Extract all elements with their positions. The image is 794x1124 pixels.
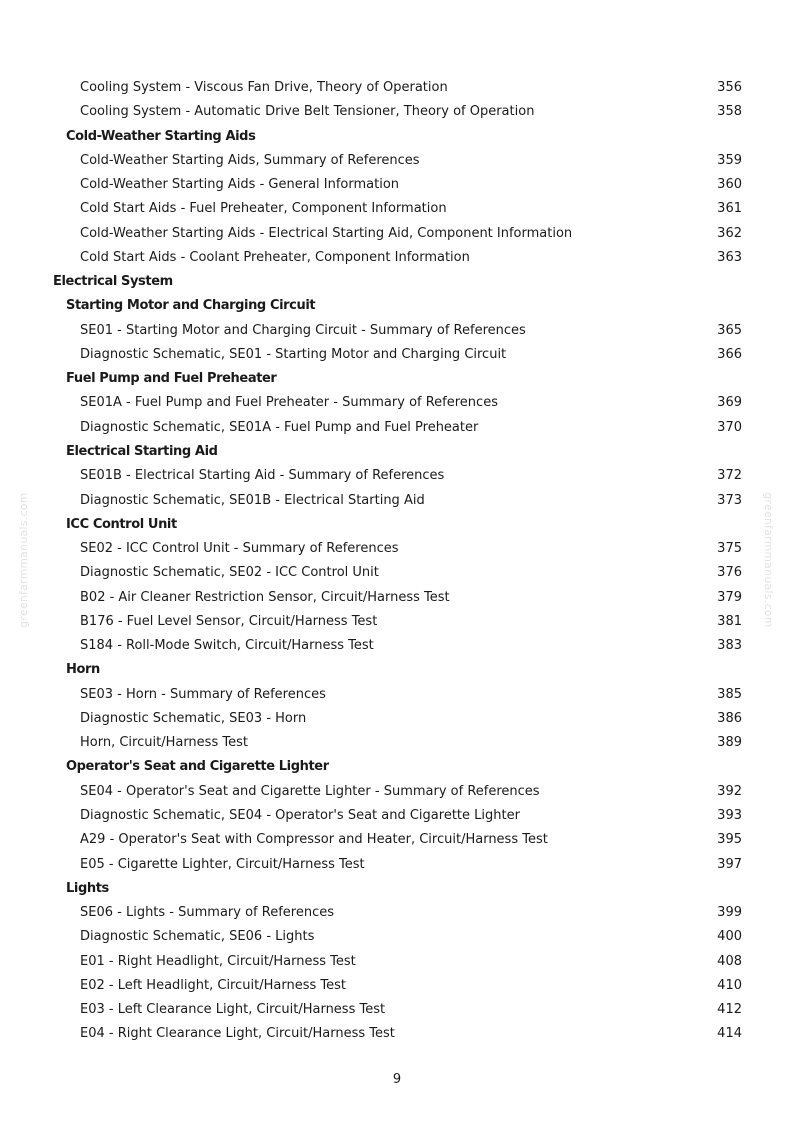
- toc-entry-title: S184 - Roll-Mode Switch, Circuit/Harness Test: [80, 638, 374, 654]
- toc-entry[interactable]: [0, 391, 794, 415]
- toc-entry-title: B02 - Air Cleaner Restriction Sensor, Circuit/Harness Test: [80, 589, 450, 605]
- toc-entry-title: Cooling System - Automatic Drive Belt Tensioner, Theory of Operation: [80, 104, 535, 120]
- toc-entry[interactable]: [0, 828, 794, 852]
- toc-entry-page-number: 392: [717, 783, 742, 799]
- toc-entry-title: SE01 - Starting Motor and Charging Circuit - Summary of References: [80, 322, 526, 338]
- toc-entry-page-number: 393: [717, 807, 742, 823]
- toc-entry-page-number: 356: [717, 80, 742, 95]
- toc-entry-title: Cold-Weather Starting Aids - Electrical Starting Aid, Component Information: [80, 225, 573, 241]
- toc-entry-title: Electrical Starting Aid: [66, 443, 218, 459]
- toc-entry-page-number: 373: [717, 492, 742, 508]
- toc-entry[interactable]: [0, 901, 794, 925]
- toc-entry[interactable]: [0, 780, 794, 804]
- toc-entry[interactable]: [0, 731, 794, 755]
- toc-entry[interactable]: [0, 489, 794, 513]
- toc-entry-title: Diagnostic Schematic, SE03 - Horn: [80, 710, 307, 726]
- toc-entry-title: SE02 - ICC Control Unit - Summary of References: [80, 541, 399, 557]
- toc-entry-title: SE04 - Operator's Seat and Cigarette Lighter - Summary of References: [80, 783, 540, 799]
- toc-entry-title: E04 - Right Clearance Light, Circuit/Harness Test: [80, 1026, 395, 1042]
- toc-entry[interactable]: [0, 804, 794, 828]
- toc-entry-title: Cold Start Aids - Fuel Preheater, Component Information: [80, 201, 447, 217]
- toc-entry-page-number: 375: [717, 541, 742, 557]
- toc-entry-page-number: 379: [717, 589, 742, 605]
- toc-entry[interactable]: [0, 416, 794, 440]
- toc-entry-page-number: 376: [717, 565, 742, 581]
- toc-entry-title: Cold-Weather Starting Aids: [66, 128, 256, 144]
- toc-entry-page-number: 365: [717, 322, 742, 338]
- toc-entry-title: Cold Start Aids - Coolant Preheater, Component Information: [80, 249, 470, 265]
- toc-entry[interactable]: [0, 974, 794, 998]
- toc-entry-title: Diagnostic Schematic, SE02 - ICC Control Unit: [80, 565, 379, 581]
- toc-entry-title: Diagnostic Schematic, SE04 - Operator's Seat and Cigarette Lighter: [80, 807, 520, 823]
- toc-subsection-heading: [0, 877, 794, 901]
- toc-entry-title: E05 - Cigarette Lighter, Circuit/Harness Test: [80, 856, 365, 872]
- toc-entry[interactable]: [0, 683, 794, 707]
- toc-entry-title: Cold-Weather Starting Aids - General Information: [80, 177, 400, 193]
- toc-entry-title: SE06 - Lights - Summary of References: [80, 905, 334, 921]
- toc-entry-page-number: 408: [717, 953, 742, 969]
- toc-entry-page-number: 412: [717, 1002, 742, 1018]
- toc-entry-page-number: 400: [717, 929, 742, 945]
- toc-entry-page-number: 383: [717, 638, 742, 654]
- toc-entry-title: Cold-Weather Starting Aids, Summary of References: [80, 152, 420, 168]
- toc-entry-title: Fuel Pump and Fuel Preheater: [66, 371, 277, 387]
- toc-entry-title: Diagnostic Schematic, SE01B - Electrical Starting Aid: [80, 492, 425, 508]
- table-of-contents: [0, 76, 794, 1047]
- toc-entry-page-number: 370: [717, 419, 742, 435]
- toc-entry[interactable]: [0, 76, 794, 100]
- toc-subsection-heading: [0, 294, 794, 318]
- toc-entry[interactable]: [0, 343, 794, 367]
- toc-entry[interactable]: [0, 853, 794, 877]
- toc-entry-title: Diagnostic Schematic, SE01 - Starting Motor and Charging Circuit: [80, 346, 507, 362]
- toc-entry-title: Electrical System: [53, 274, 173, 290]
- toc-entry-title: E01 - Right Headlight, Circuit/Harness Test: [80, 953, 356, 969]
- toc-entry[interactable]: [0, 173, 794, 197]
- watermark-left: greenfarmmanuals.com: [18, 492, 30, 628]
- toc-entry-title: Starting Motor and Charging Circuit: [66, 298, 316, 314]
- toc-entry[interactable]: [0, 222, 794, 246]
- toc-entry-title: SE01B - Electrical Starting Aid - Summary of References: [80, 468, 445, 484]
- toc-entry[interactable]: [0, 998, 794, 1022]
- toc-entry-title: Operator's Seat and Cigarette Lighter: [66, 759, 329, 775]
- toc-entry-title: Diagnostic Schematic, SE01A - Fuel Pump and Fuel Preheater: [80, 419, 479, 435]
- toc-subsection-heading: [0, 367, 794, 391]
- toc-entry[interactable]: [0, 246, 794, 270]
- toc-section-heading: [0, 270, 794, 294]
- toc-entry-page-number: 369: [717, 395, 742, 411]
- toc-entry-page-number: 410: [717, 977, 742, 993]
- toc-entry-page-number: 386: [717, 710, 742, 726]
- toc-entry-page-number: 358: [717, 104, 742, 120]
- toc-entry[interactable]: [0, 537, 794, 561]
- toc-entry-title: E03 - Left Clearance Light, Circuit/Harness Test: [80, 1002, 386, 1018]
- toc-entry-page-number: 381: [717, 613, 742, 629]
- toc-entry[interactable]: [0, 707, 794, 731]
- toc-entry[interactable]: [0, 149, 794, 173]
- toc-entry[interactable]: [0, 925, 794, 949]
- watermark-right: greenfarmmanuals.com: [762, 492, 774, 628]
- toc-entry[interactable]: [0, 610, 794, 634]
- toc-entry-title: Horn: [66, 662, 100, 678]
- toc-entry[interactable]: [0, 100, 794, 124]
- toc-entry-page-number: 399: [717, 905, 742, 921]
- toc-subsection-heading: [0, 658, 794, 682]
- toc-entry-page-number: 395: [717, 832, 742, 848]
- toc-entry-page-number: 366: [717, 346, 742, 362]
- toc-entry[interactable]: [0, 1022, 794, 1046]
- toc-entry-page-number: 385: [717, 686, 742, 702]
- toc-entry-title: B176 - Fuel Level Sensor, Circuit/Harness Test: [80, 613, 378, 629]
- page-number: 9: [392, 1072, 402, 1087]
- toc-entry-title: Diagnostic Schematic, SE06 - Lights: [80, 929, 315, 945]
- toc-entry-title: E02 - Left Headlight, Circuit/Harness Test: [80, 977, 346, 993]
- toc-entry-page-number: 362: [717, 225, 742, 241]
- toc-entry[interactable]: [0, 464, 794, 488]
- toc-entry-page-number: 389: [717, 735, 742, 751]
- toc-entry-page-number: 359: [717, 152, 742, 168]
- toc-entry[interactable]: [0, 634, 794, 658]
- toc-entry[interactable]: [0, 197, 794, 221]
- toc-entry-page-number: 363: [717, 249, 742, 265]
- toc-subsection-heading: [0, 125, 794, 149]
- toc-subsection-heading: [0, 513, 794, 537]
- toc-entry-page-number: 360: [717, 177, 742, 193]
- toc-entry[interactable]: [0, 561, 794, 585]
- toc-entry-title: Cooling System - Viscous Fan Drive, Theory of Operation: [80, 80, 448, 95]
- toc-entry-title: Lights: [66, 880, 109, 896]
- toc-subsection-heading: [0, 440, 794, 464]
- toc-entry-page-number: 372: [717, 468, 742, 484]
- toc-entry[interactable]: [0, 319, 794, 343]
- toc-entry[interactable]: [0, 586, 794, 610]
- toc-entry-title: SE01A - Fuel Pump and Fuel Preheater - Summary of References: [80, 395, 498, 411]
- toc-entry-page-number: 397: [717, 856, 742, 872]
- toc-entry-title: ICC Control Unit: [66, 516, 177, 532]
- toc-entry-page-number: 414: [717, 1026, 742, 1042]
- toc-subsection-heading: [0, 755, 794, 779]
- toc-entry[interactable]: [0, 950, 794, 974]
- toc-entry-title: A29 - Operator's Seat with Compressor and Heater, Circuit/Harness Test: [80, 832, 548, 848]
- toc-entry-page-number: 361: [717, 201, 742, 217]
- toc-entry-title: SE03 - Horn - Summary of References: [80, 686, 326, 702]
- toc-entry-title: Horn, Circuit/Harness Test: [80, 735, 248, 751]
